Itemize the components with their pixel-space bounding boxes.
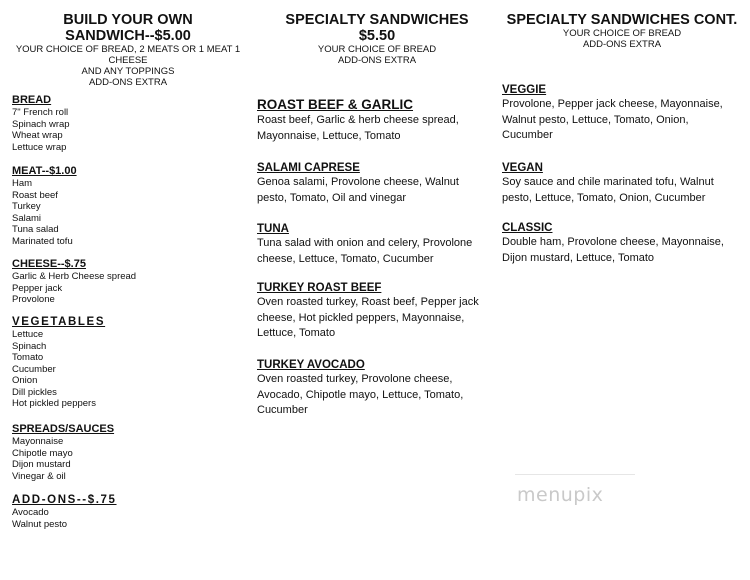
menu-item-desc: pesto, Lettuce, Tomato, Onion, Cucumber xyxy=(502,191,706,204)
build-header xyxy=(12,12,244,88)
menu-item-desc: Cucumber xyxy=(257,404,308,416)
list-item: Spinach wrap xyxy=(12,118,70,130)
list-item: Pepper jack xyxy=(12,282,63,294)
list-item: Spinach xyxy=(12,340,47,352)
list-item: Vinegar & oil xyxy=(12,470,66,482)
list-item: Marinated tofu xyxy=(12,235,73,247)
list-item: Ham xyxy=(12,178,33,189)
build-subtitle-line1: YOUR CHOICE OF BREAD, 2 MEATS OR 1 MEAT 1 CHEESE xyxy=(15,44,241,66)
menu-item-name: ROAST BEEF & GARLIC xyxy=(257,97,414,112)
list-item: Dill pickles xyxy=(12,386,57,398)
list-item: 7" French roll xyxy=(12,107,69,118)
cheese-section xyxy=(12,258,244,306)
vegetables-section xyxy=(12,316,244,410)
menu-item-desc: Cucumber xyxy=(502,129,553,141)
menu-item-name: TURKEY ROAST BEEF xyxy=(257,282,382,294)
list-item: Avocado xyxy=(12,507,49,518)
menu-item-desc: Oven roasted turkey, Provolone cheese, xyxy=(257,373,453,385)
specialty-cont-header xyxy=(502,12,742,50)
build-title-line2: SANDWICH--$5.00 xyxy=(65,28,191,44)
menu-item-name: CLASSIC xyxy=(502,222,553,234)
menu-item xyxy=(502,83,742,144)
list-item: Mayonnaise xyxy=(12,436,64,447)
list-item: Walnut pesto xyxy=(12,518,68,530)
specialty-header xyxy=(257,12,497,66)
list-item: Dijon mustard xyxy=(12,459,71,470)
addons-heading: ADD-ONS--$.75 xyxy=(12,494,117,506)
list-item: Roast beef xyxy=(12,189,58,201)
menu-item-desc: Avocado, Chipotle mayo, Lettuce, Tomato, xyxy=(257,388,464,401)
menu-item xyxy=(502,161,742,206)
menu-item-name: SALAMI CAPRESE xyxy=(257,162,360,174)
menu-item-desc: Genoa salami, Provolone cheese, Walnut xyxy=(257,176,459,188)
menu-item xyxy=(257,222,497,267)
menu-item-desc: pesto, Tomato, Oil and vinegar xyxy=(257,191,406,204)
specialty-cont-subtitle-line2: ADD-ONS EXTRA xyxy=(582,39,662,50)
menu-item-name: VEGGIE xyxy=(502,84,547,96)
menu-item-name: VEGAN xyxy=(502,162,543,174)
menu-item-desc: cheese, Lettuce, Tomato, Cucumber xyxy=(257,252,434,265)
specialty-subtitle-line2: ADD-ONS EXTRA xyxy=(337,55,417,66)
list-item: Cucumber xyxy=(12,363,56,375)
list-item: Provolone xyxy=(12,294,55,305)
menu-item xyxy=(257,97,497,144)
vegetables-heading: VEGETABLES xyxy=(12,316,106,328)
list-item: Lettuce wrap xyxy=(12,141,67,153)
specialty-title: SPECIALTY SANDWICHES xyxy=(285,12,469,28)
watermark-divider xyxy=(515,474,635,475)
meat-heading: MEAT--$1.00 xyxy=(12,165,77,177)
menu-item-desc: Provolone, Pepper jack cheese, Mayonnaise, xyxy=(502,98,723,110)
list-item: Wheat wrap xyxy=(12,130,63,141)
spreads-heading: SPREADS/SAUCES xyxy=(12,423,115,435)
list-item: Onion xyxy=(12,375,38,386)
menu-item-name: TURKEY AVOCADO xyxy=(257,359,365,371)
specialty-price: $5.50 xyxy=(358,28,396,44)
bread-heading: BREAD xyxy=(12,94,52,106)
menupix-watermark: menupix xyxy=(517,484,604,506)
menu-item-desc: Lettuce, Tomato xyxy=(257,327,336,339)
menu-item xyxy=(257,161,497,206)
list-item: Turkey xyxy=(12,201,41,212)
specialty-cont-title: SPECIALTY SANDWICHES CONT. xyxy=(506,12,738,28)
list-item: Salami xyxy=(12,212,42,224)
menu-item-desc: Tuna salad with onion and celery, Provolone xyxy=(257,237,473,249)
meat-section xyxy=(12,165,244,247)
spreads-section xyxy=(12,423,244,482)
addons-section xyxy=(12,494,244,530)
menu-item-desc: Soy sauce and chile marinated tofu, Walnut xyxy=(502,176,714,188)
menu-item-desc: Double ham, Provolone cheese, Mayonnaise, xyxy=(502,236,724,248)
menu-item-name: TUNA xyxy=(257,223,289,235)
menu-item-desc: Oven roasted turkey, Roast beef, Pepper jack xyxy=(257,296,479,308)
build-title-line1: BUILD YOUR OWN xyxy=(63,12,193,28)
list-item: Tuna salad xyxy=(12,224,59,235)
cheese-heading: CHEESE--$.75 xyxy=(12,258,86,270)
menu-item-desc: cheese, Hot pickled peppers, Mayonnaise, xyxy=(257,311,465,324)
menu-item-desc: Roast beef, Garlic & herb cheese spread, xyxy=(257,114,459,126)
menu-item xyxy=(257,358,497,419)
menu-item xyxy=(257,281,497,342)
menu-item-desc: Dijon mustard, Lettuce, Tomato xyxy=(502,251,655,264)
list-item: Tomato xyxy=(12,352,44,363)
menu-item xyxy=(502,221,742,266)
menu-item-desc: Mayonnaise, Lettuce, Tomato xyxy=(257,129,401,142)
list-item: Garlic & Herb Cheese spread xyxy=(12,271,137,282)
bread-section xyxy=(12,94,244,153)
list-item: Chipotle mayo xyxy=(12,447,73,459)
list-item: Hot pickled peppers xyxy=(12,398,96,409)
menu-item-desc: Walnut pesto, Lettuce, Tomato, Onion, xyxy=(502,113,689,126)
build-subtitle-line2: AND ANY TOPPINGS xyxy=(81,66,175,77)
list-item: Lettuce xyxy=(12,329,44,340)
specialty-cont-subtitle-line1: YOUR CHOICE OF BREAD xyxy=(562,28,682,39)
build-subtitle-line3: ADD-ONS EXTRA xyxy=(88,77,168,88)
specialty-subtitle-line1: YOUR CHOICE OF BREAD xyxy=(317,44,437,55)
